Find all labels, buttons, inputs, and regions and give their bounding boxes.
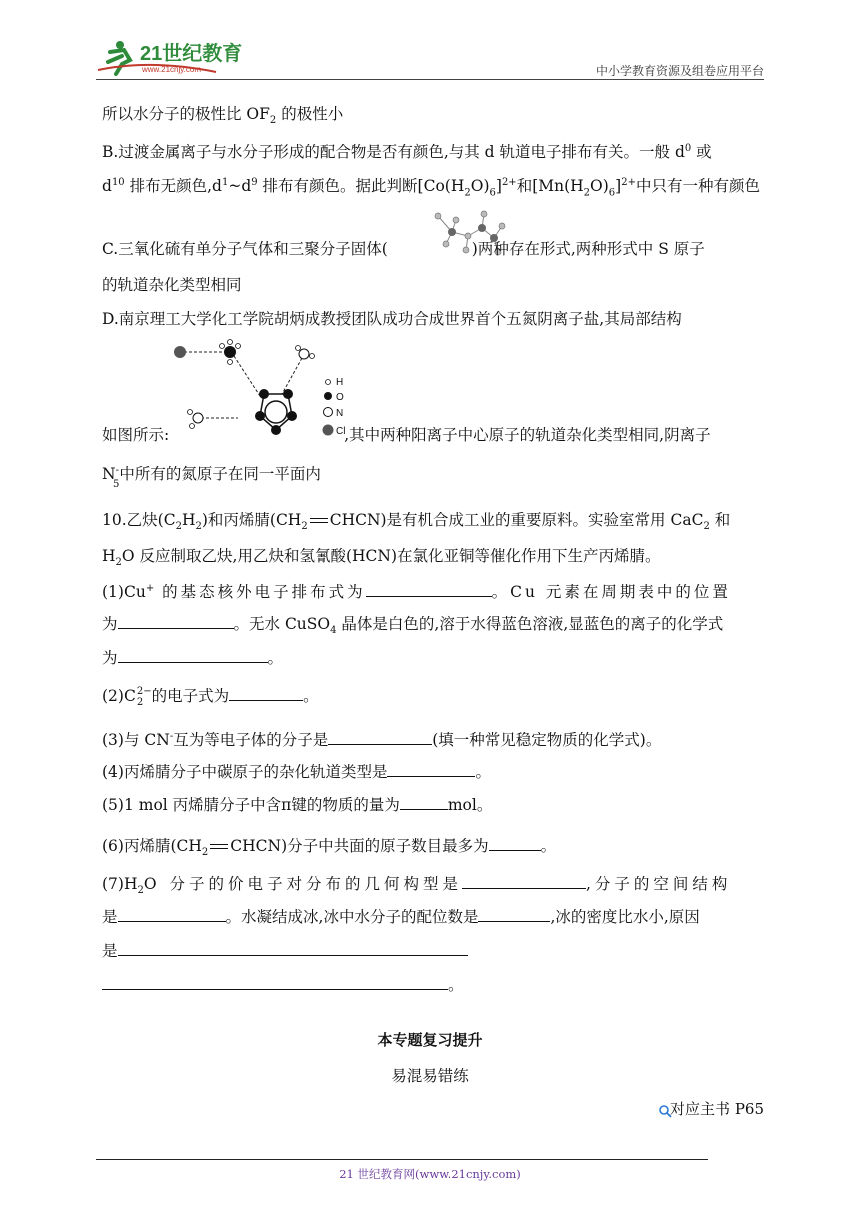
answer-blank-1a[interactable] xyxy=(366,580,492,597)
q10-part4: (4)丙烯腈分子中碳原子的杂化轨道类型是 。 xyxy=(102,760,491,783)
double-bond-icon xyxy=(208,841,230,853)
q9-option-d-line2: 如图所示: ,其中两种阳离子中心原子的轨道杂化类型相同,阴离子 xyxy=(102,426,711,444)
q10-part1-line3: 为 。 xyxy=(102,646,283,669)
footer-text[interactable]: 21 世纪教育网(www.21cnjy.com) xyxy=(339,1167,521,1181)
answer-blank-6[interactable] xyxy=(489,834,541,851)
book-reference[interactable] xyxy=(658,1098,764,1119)
legend-n: N xyxy=(336,408,344,419)
footer-divider xyxy=(96,1159,708,1160)
q10-part5: (5)1 mol 丙烯腈分子中含π键的物质的量为 mol。 xyxy=(102,793,492,816)
q9-option-d-line1: D.南京理工大学化工学院胡炳成教授团队成功合成世界首个五氮阴离子盐,其局部结构 xyxy=(102,310,682,328)
logo-url: www.21cnjy.com xyxy=(142,65,201,74)
q10-stem-line1: 10.乙炔$(C_2H_2)$和丙烯腈($CH_2$ CHCN)是有机合成工业的重要原料。实验室常用 CaC$_2$ 和 xyxy=(102,511,731,533)
answer-blank-1c[interactable] xyxy=(118,646,268,663)
q9-line-a: 所以水分子的极性比 $OF_2$ 的极性小 xyxy=(102,105,344,127)
header-divider xyxy=(96,79,764,80)
q10-part1-line2: 为 。无水 CuSO$_4$ 晶体是白色的,溶于水得蓝色溶液,显蓝色的离子的化学式 xyxy=(102,612,723,642)
legend-cl: Cl xyxy=(336,426,346,437)
logo-text: 21世纪教育 xyxy=(140,43,243,65)
q10-part6: (6)丙烯腈($CH_2$ CHCN)分子中共面的原子数目最多为 。 xyxy=(102,834,556,864)
q10-part7-line4: 。 xyxy=(102,973,464,996)
logo xyxy=(96,36,266,78)
answer-blank-3[interactable] xyxy=(328,728,432,745)
answer-blank-7e[interactable] xyxy=(102,973,448,990)
answer-blank-7b[interactable] xyxy=(118,905,226,922)
legend-h: H xyxy=(336,377,344,388)
q10-part7-line1: $(7)H_2O$ 分子的价电子对分布的几何构型是 ,分子的空间结构 xyxy=(102,872,731,902)
q10-part3: (3)与 CN-互为等电子体的分子是 (填一种常见稳定物质的化学式)。 xyxy=(102,726,661,751)
legend-o: O xyxy=(336,392,344,403)
q9-option-c-line1: C.三氧化硫有单分子气体和三聚分子固体( )两种存在形式,两种形式中 S 原子 xyxy=(102,240,705,258)
q10-part7-line3: 是 xyxy=(102,939,468,962)
answer-blank-2[interactable] xyxy=(229,684,303,701)
section-subtitle: 易混易错练 xyxy=(391,1067,469,1085)
section-title: 本专题复习提升 xyxy=(377,1031,483,1049)
answer-blank-7d[interactable] xyxy=(118,939,468,956)
q10-part2: (2)C 2− 2 的电子式为 。 xyxy=(102,686,319,708)
answer-blank-4[interactable] xyxy=(387,760,475,777)
search-icon xyxy=(658,1104,670,1116)
answer-blank-1b[interactable] xyxy=(118,612,234,629)
answer-blank-5[interactable] xyxy=(400,793,448,810)
answer-blank-7a[interactable] xyxy=(462,872,586,889)
answer-blank-7c[interactable] xyxy=(478,905,550,922)
header-platform-text: 中小学教育资源及组卷应用平台 xyxy=(595,64,764,78)
q10-part1-line1: (1)Cu+ 的基态核外电子排布式为 。Cu 元素在周期表中的位置 xyxy=(102,578,731,603)
double-bond-icon xyxy=(308,515,330,527)
q9-option-b-line2: $d^{10}$ 排布无颜色$,d^1\sim d^9$ 排布有颜色。据此判断$[Co(H_2O)_6]^{2+}$和$[Mn(H_2O)_6]^{2+}$中只有一种有颜色 xyxy=(102,177,760,199)
q10-stem-line2: $H_2O$ 反应制取乙炔,用乙炔和氢氰酸(HCN)在氯化亚铜等催化作用下生产丙烯腈。 xyxy=(102,547,661,569)
q9-option-c-line2: 的轨道杂化类型相同 xyxy=(102,276,242,294)
q9-option-b-line1: B.过渡金属离子与水分子形成的配合物是否有颜色,与其 d 轨道电子排布有关。一般 $d^0$ 或 xyxy=(102,143,712,162)
q10-part7-line2: 是 。水凝结成冰,冰中水分子的配位数是 ,冰的密度比水小,原因 xyxy=(102,905,700,928)
page-header xyxy=(96,36,764,80)
q9-option-d-line3: $N^-_5$中所有的氮原子在同一平面内 xyxy=(102,465,321,491)
book-reference-text: 对应主书 P65 xyxy=(670,1100,764,1118)
